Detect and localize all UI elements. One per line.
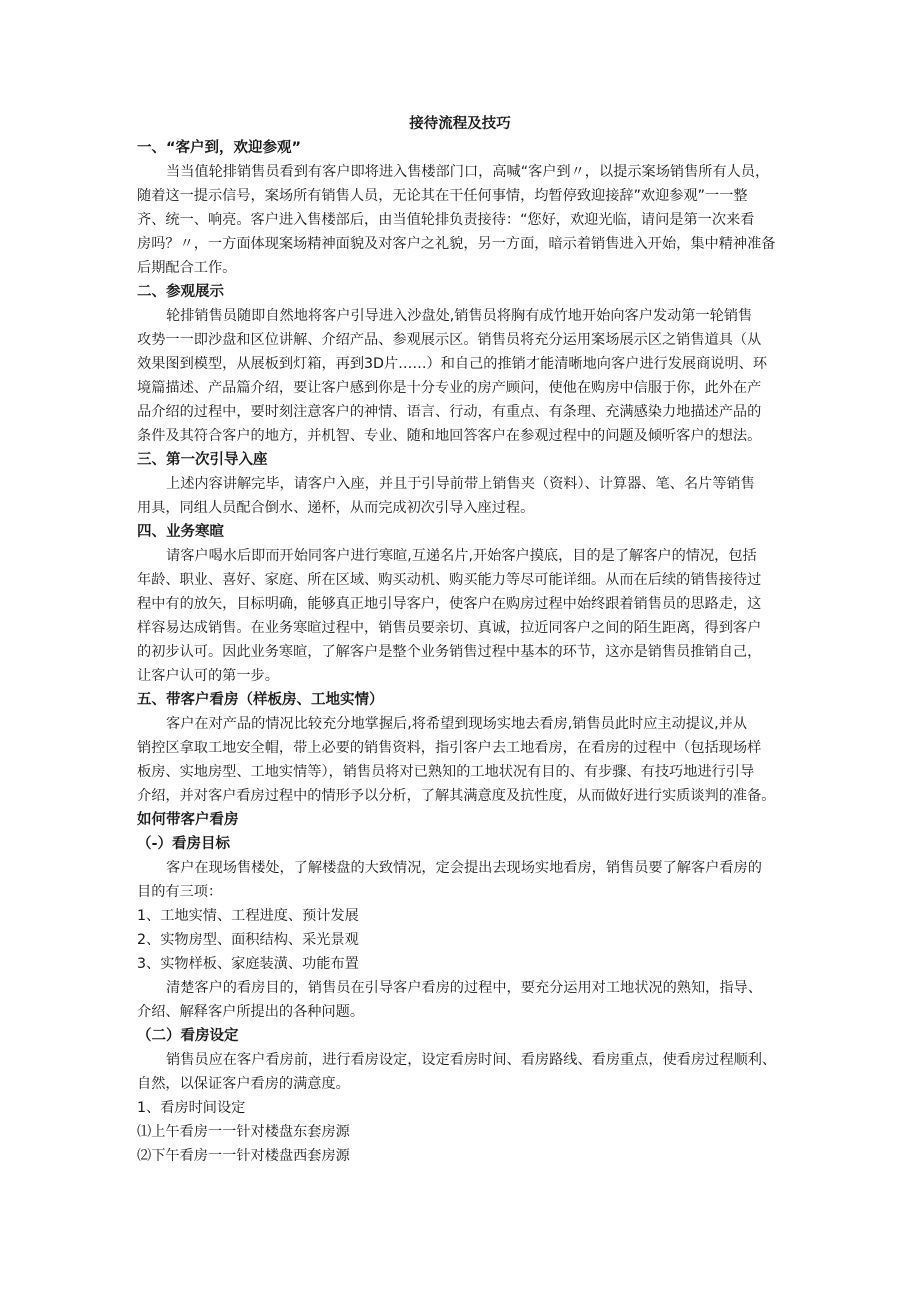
paragraph-line: 用具，同组人员配合倒水、递杯，从而完成初次引导入座过程。 — [137, 500, 535, 516]
section-4-heading: 四、业务寒暄 — [137, 524, 224, 540]
paragraph-line: 请客户喝水后即而开始同客户进行寒暄,互递名片,开始客户摸底，目的是了解客户的情况，包括 — [166, 548, 757, 564]
paragraph-line: 的初步认可。因此业务寒暄，了解客户是整个业务销售过程中基本的环节，这亦是销售员推销自己， — [137, 644, 762, 660]
paragraph-line: 销售员应在客户看房前，进行看房设定，设定看房时间、看房路线、看房重点，使看房过程顺利、 — [166, 1052, 777, 1068]
paragraph-line: 让客户认可的第一步。 — [137, 668, 279, 684]
paragraph-line: 自然，以保证客户看房的满意度。 — [137, 1076, 350, 1092]
section-1-heading: 一、“客户到，欢迎参观” — [137, 140, 302, 156]
paragraph-line: 随着这一提示信号，案场所有销售人员，无论其在干任何事情，均暂停致迎接辞”欢迎参观”一一整 — [137, 188, 748, 204]
paragraph-line: 品介绍的过程中，要时刻注意客户的神情、语言、行动，有重点、有条理、充满感染力地描述产品的 — [137, 404, 762, 420]
paragraph-line: 程中有的放矢，目标明确，能够真正地引导客户，使客户在购房过程中始终跟着销售员的思路走，这 — [137, 596, 762, 612]
subsection-1-heading: （-）看房目标 — [137, 836, 231, 852]
paragraph-line: 样容易达成销售。在业务寒暄过程中，销售员要亲切、真诚，拉近同客户之间的陌生距离，得到客户 — [137, 620, 762, 636]
list-item: ⑵下午看房一一针对楼盘西套房源 — [137, 1148, 350, 1164]
paragraph-line: 上述内容讲解完毕，请客户入座，并且于引导前带上销售夹（资料）、计算器、笔、名片等销售 — [166, 476, 755, 492]
paragraph-line: 年龄、职业、喜好、家庭、所在区域、购买动机、购买能力等尽可能详细。从而在后续的销售接待过 — [137, 572, 762, 588]
paragraph-line: 客户在对产品的情况比较充分地掌握后,将希望到现场实地去看房,销售员此时应主动提议,并从 — [166, 716, 748, 732]
list-item: ⑴上午看房一一针对楼盘东套房源 — [137, 1124, 350, 1140]
list-item: 2、实物房型、面积结构、采光景观 — [137, 932, 359, 948]
paragraph-line: 境篇描述、产品篇介绍，要让客户感到你是十分专业的房产顾问，使他在购房中信服于你，此外在产 — [137, 380, 762, 396]
paragraph-line: 条件及其符合客户的地方，并机智、专业、随和地回答客户在参观过程中的问题及倾听客户的想法。 — [137, 428, 762, 444]
paragraph-line: 清楚客户的看房目的，销售员在引导客户看房的过程中，要充分运用对工地状况的熟知，指导、 — [166, 980, 762, 996]
paragraph-line: 房吗？〃，一方面体现案场精神面貌及对客户之礼貌，另一方面，暗示着销售进入开始，集中精神准备 — [137, 236, 776, 252]
paragraph-line: 目的有三项： — [137, 884, 223, 900]
paragraph-line: 销控区拿取工地安全帽，带上必要的销售资料，指引客户去工地看房，在看房的过程中（包括现场样 — [137, 740, 762, 756]
doc-title: 接待流程及技巧 — [409, 116, 511, 132]
paragraph-line: 板房、实地房型、工地实情等），销售员将对已熟知的工地状况有目的、有步骤、有技巧地进行引导 — [137, 764, 755, 780]
paragraph-line: 攻势一一即沙盘和区位讲解、介绍产品、参观展示区。销售员将充分运用案场展示区之销售道具（从 — [137, 332, 762, 348]
how-heading: 如何带客户看房 — [137, 812, 239, 828]
section-3-heading: 三、第一次引导入座 — [137, 452, 268, 468]
section-2-heading: 二、参观展示 — [137, 284, 224, 300]
paragraph-line: 效果图到模型，从展板到灯箱，再到3D片……）和自己的推销才能清晰地向客户进行发展商说明、环 — [137, 356, 768, 372]
paragraph-line: 当当值轮排销售员看到有客户即将进入售楼部门口，高喊“客户到〃，以提示案场销售所有人员， — [166, 164, 770, 180]
paragraph-line: 介绍，并对客户看房过程中的情形予以分析，了解其满意度及抗性度，从而做好进行实质谈判的准备。 — [137, 788, 776, 804]
paragraph-line: 后期配合工作。 — [137, 260, 237, 276]
paragraph-line: 介绍、解释客户所提出的各种问题。 — [137, 1004, 365, 1020]
list-item: 1、看房时间设定 — [137, 1100, 246, 1116]
section-5-heading: 五、带客户看房（样板房、工地实情） — [137, 692, 384, 708]
list-item: 1、工地实情、工程进度、预计发展 — [137, 908, 359, 924]
list-item: 3、实物样板、家庭装潢、功能布置 — [137, 956, 359, 972]
subsection-2-heading: （二）看房设定 — [137, 1028, 239, 1044]
paragraph-line: 轮排销售员随即自然地将客户引导进入沙盘处,销售员将胸有成竹地开始向客户发动第一轮销售 — [166, 308, 753, 324]
paragraph-line: 客户在现场售楼处，了解楼盘的大致情况，定会提出去现场实地看房，销售员要了解客户看房的 — [166, 860, 762, 876]
paragraph-line: 齐、统一、响亮。客户进入售楼部后，由当值轮排负责接待：“您好，欢迎光临，请问是第一次来看 — [137, 212, 755, 228]
